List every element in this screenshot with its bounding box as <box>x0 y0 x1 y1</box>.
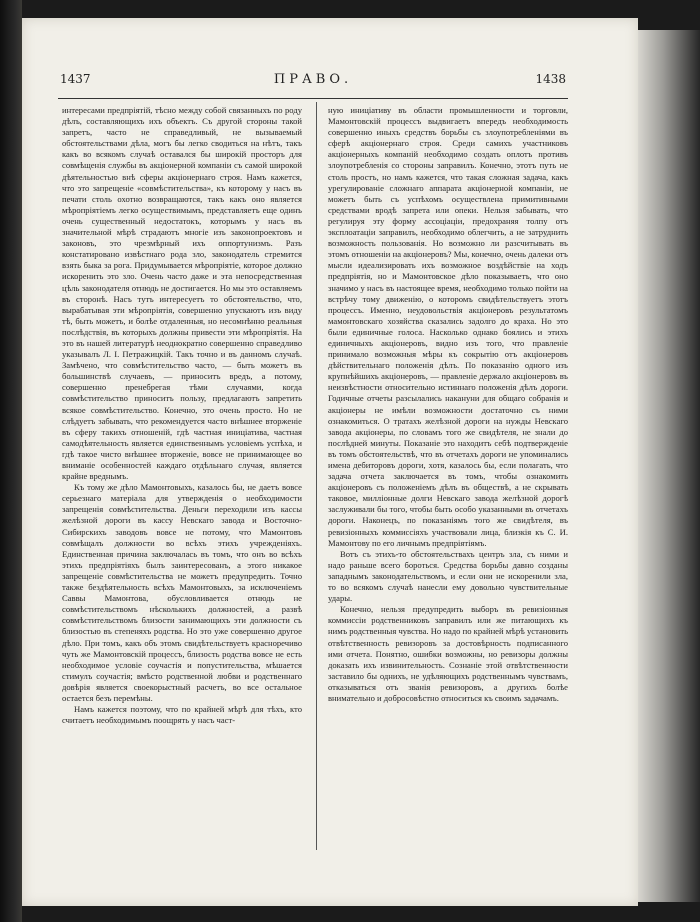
journal-title: ПРАВО. <box>273 72 353 87</box>
right-paragraph: Конечно, нельзя предупредить выборъ въ ревизіонныя коммиссіи родственниковъ заправилъ или же питающихъ къ нимъ родственныя чувства. Но надо по крайней мѣрѣ установить отвѣтственность ревизоровъ за достовѣрность подписанного ими отчета. Понятно, ошибки возможны, но ревизоры должны доказать ихъ извинительность. Сознаніе этой отвѣтственности заставило бы однихъ, не удѣляющихъ родственнымъ чувствамъ, отказываться отъ званія ревизоровъ, а другихъ болѣе внимательно и добросовѣстно относиться къ своимъ задачамъ. <box>328 604 568 703</box>
right-paragraph: ную иниціативу въ области промышленности и торговли, Мамонтовскій процессъ выдвигаетъ впередъ необходимость совершенно иныхъ средствъ борьбы съ злоупотребленіями въ сферѣ акціонернаго строя. Среди самихъ участниковъ акціонерныхъ компаній необходимо создать оплотъ противъ злоупотребленія со стороны заправилъ. Конечно, этотъ путь не столь простъ, но намъ кажется, что такая сложная задача, какъ урегулированіе сложнаго аппарата акціонерной компаніи, не можетъ быть съ успѣхомъ осуществлена примитивными средствами вродѣ запрета или опеки. Нельзя забывать, что регулируя эту форму ассоціаціи, предохраняя толпу отъ эксплоатаціи заправилъ, необходимо облегчить, а не затруднить возможность пользованія. Но возможно ли разсчитывать въ этомъ отношеніи на акціонеровъ? Мы, конечно, очень далеки отъ мысли идеализировать ихъ возможное воздѣйствіе на ходъ предпріятія, но и Мамонтовское дѣло показываетъ, что оно значимо у насъ въ настоящее время, необходимо только пойти на встрѣчу тому движенію, о которомъ свидѣтельствуетъ этотъ процессъ. Именно, неудовольствія акціонеровъ результатомъ мамонтовскаго хозяйства сказались задолго до краха. Но это были единичные голоса. Насколько однако боялись и этихъ единичныхъ акціонеровъ, видно изъ того, что правленіе принимало возможныя мѣры къ сокрытію отъ акціонеровъ дѣйствительнаго положенія дѣлъ. По показанію одного изъ крупнѣйшихъ акціонеровъ, — правленіе держало акціонеровъ въ неизвѣстности относительно истиннаго положенія дѣлъ дороги. Годичные отчеты разсылались накануни для общаго собранія и акціонеры не имѣли возможности достаточно съ ними ознакомиться. О тратахъ желѣзной дороги на нужды Невскаго завода акціонеры, по словамъ того же свидѣтеля, не знали до послѣдней минуты. Показаніе это находитъ себѣ подтвержденіе въ томъ обстоятельствѣ, что въ отчетахъ дороги не упоминались имена дебиторовъ дороги, хотя, казалось бы, если полагать, что задача отчета заключается въ томъ, чтобы ознакомить акціонеровъ съ положеніемъ дѣлъ въ обществѣ, а не скрывать таковое, милліонные долги Невскаго завода желѣзной дорогѣ заслуживали бы того, чтобы быть особо указанными въ отчетахъ дороги. Наконецъ, по показаніямъ того же свидѣтеля, въ ревизіонныхъ коммиссіяхъ участвовали лица, близкія къ С. И. Мамонтову по его личнымъ предпріятіямъ. <box>328 105 568 548</box>
page-edge <box>638 30 700 902</box>
left-paragraph: интересами предпріятій, тѣсно между собой связанныхъ по роду дѣлъ, составляющихъ ихъ объектъ. Съ другой стороны такой запретъ, часто не справедливый, не вызываемый обстоятельствами дѣла, могъ бы легко сводиться на нѣтъ, такъ какъ во всякомъ случаѣ оставался бы широкій просторъ для совмѣщенія службы въ акціонерной компаніи съ самой широкой дѣятельностью внѣ сферы акціонернаго строя. Намъ кажется, что это запрещеніе «совмѣстительства», къ которому у насъ въ печати столь охотно возвращаются, такъ какъ оно является мѣропріятіемъ легко осуществимымъ, представляетъ еще одинъ очень существенный недостатокъ, которымъ у насъ въ значительной мѣрѣ страдаютъ многіе изъ законопроектовъ и законовъ, это чрезмѣрный ихъ оппортунизмъ. Разъ констатировано извѣстнаго рода зло, законодатель стремится взять быка за рога. Придумывается мѣропріятіе, которое должно искоренить это зло. Очень часто даже и эта непосредственная цѣль законодателя отнюдь не достигается. Но мы это оставляемъ въ сторонѣ. Насъ тутъ интересуетъ то обстоятельство, что, вырабатывая эти мѣропріятія, совершенно упускаютъ изъ виду тѣ, быть можетъ, и болѣе отдаленныя, но несомнѣнно реальныя послѣдствія, въ которыхъ должны привести эти мѣропріятія. На это въ нашей литературѣ неоднократно совершенно справедливо указывалъ Л. І. Петражицкій. Такъ точно и въ данномъ случаѣ. Замѣчено, что совмѣстительство часто, — быть можетъ въ большинствѣ случаевъ, — приноситъ вредъ, а потому, совершенно пренебрегая тѣми случаями, когда совмѣстительство приноситъ пользу, предлагаютъ запретить всякое совмѣстительство. Конечно, это очень просто. Но не слѣдуетъ забывать, что рекомендуется часто внѣшнее вторженіе въ сферу такихъ отношеній, гдѣ частная иниціатива, частная самодѣятельность является единственнымъ условіемъ успѣха, и гдѣ такое чисто внѣшнее вторженіе, вовсе не принимающее во вниманіе особенностей каждаго отдѣльнаго случая, является крайне вреднымъ. <box>62 105 302 482</box>
left-column <box>62 105 302 850</box>
book-spine <box>0 0 22 922</box>
running-header <box>60 72 566 90</box>
right-paragraph: Вотъ съ этихъ-то обстоятельствахъ центръ зла, съ ними и надо раньше всего бороться. Средства борьбы давно созданы западнымъ законодательствомъ, и если они не искоренили зла, то во всякомъ случаѣ нанесли ему довольно чувствительные удары. <box>328 548 568 604</box>
right-page-number: 1438 <box>535 72 566 86</box>
left-paragraph: Къ тому же дѣло Мамонтовыхъ, казалось бы, не даетъ вовсе серьезнаго матеріала для утвержденія о необходимости запрещенія совмѣстительства. Деньги переходили изъ кассы желѣзной дороги въ кассу Невскаго завода и Восточно-Сибирскихъ заводовъ вовсе не потому, что Мамонтовъ совмѣщалъ должности во всѣхъ этихъ учрежденіяхъ. Единственная причина заключалась въ томъ, что онъ во всѣхъ этихъ предпріятіяхъ былъ заинтересованъ, а этого никакое запрещеніе совмѣстительства не можетъ предупредить. Точно также бездѣятельность всѣхъ Мамонтовыхъ, за исключеніемъ Саввы Мамонтова, обусловливается отнюдь не совмѣстительствомъ нѣсколькихъ должностей, а развѣ совмѣстительствомъ близости занимающихъ эти должности съ близостью въ степеняхъ родства. Но это уже совершенно другое дѣло. При томъ, какъ объ этомъ свидѣтельствуетъ красноречиво чуть же Мамонтовскій процессъ, близость родства вовсе не есть необходимое условіе соучастія и попустительства, мѣшается стимулъ соучастія; вмѣсто родственной любви и родственнаго довѣрія является своекорыстный расчетъ, во все остальное остается безъ перемѣны. <box>62 482 302 703</box>
right-column <box>328 105 568 850</box>
column-divider <box>316 102 317 850</box>
header-rule <box>58 98 568 99</box>
left-page-number: 1437 <box>60 72 91 86</box>
left-paragraph: Намъ кажется поэтому, что по крайней мѣрѣ для тѣхъ, кто считаетъ необходимымъ поощрять у насъ част- <box>62 704 302 726</box>
